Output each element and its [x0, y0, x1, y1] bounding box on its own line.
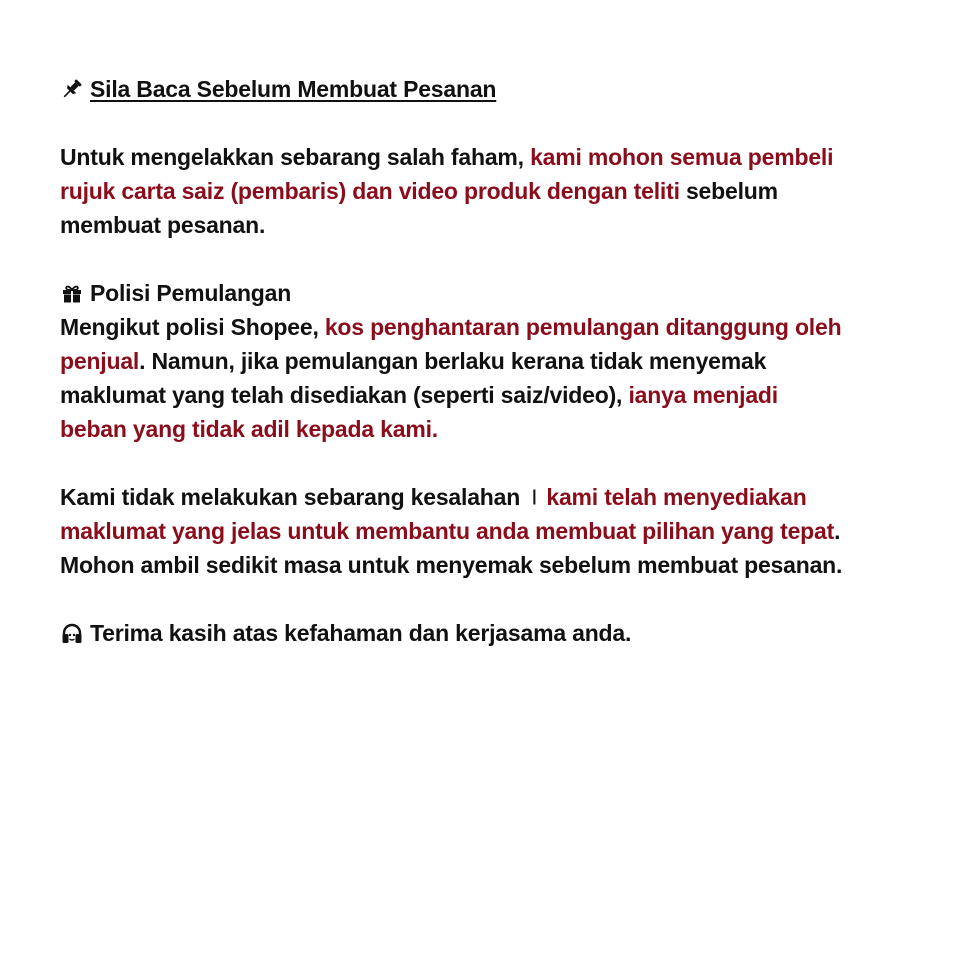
para3-text: Mohon ambil sedikit masa untuk menyemak sebelum membuat pesanan.	[60, 552, 843, 578]
closing-line	[60, 616, 940, 650]
spacer	[60, 446, 940, 480]
headphones-icon	[60, 621, 84, 645]
para3-highlight: maklumat yang jelas untuk membantu anda membuat pilihan yang tepat	[60, 518, 835, 544]
spacer	[60, 242, 940, 276]
returns-line-4	[60, 412, 940, 446]
returns-highlight: kos penghantaran pemulangan ditanggung oleh	[324, 314, 842, 340]
spacer	[60, 106, 940, 140]
returns-title	[60, 276, 940, 310]
para1-text: membuat pesanan.	[60, 212, 266, 238]
para3-line-3	[60, 548, 940, 582]
returns-highlight: penjual	[60, 348, 140, 374]
pushpin-icon	[60, 77, 84, 101]
returns-text: maklumat yang telah disediakan (seperti saiz/video),	[60, 382, 629, 408]
para1-highlight: rujuk carta saiz (pembaris) dan video produk dengan teliti	[60, 178, 680, 204]
para1-line-1	[60, 140, 940, 174]
para1-text: Untuk mengelakkan sebarang salah faham,	[60, 144, 531, 170]
separator-bar: |	[532, 488, 537, 505]
para1-line-2	[60, 174, 940, 208]
para3-line-1	[60, 480, 940, 514]
gift-icon	[60, 281, 84, 305]
returns-highlight: beban yang tidak adil kepada kami.	[60, 416, 438, 442]
para3-line-2	[60, 514, 940, 548]
para3-highlight: kami telah menyediakan	[546, 484, 807, 510]
returns-line-1	[60, 310, 940, 344]
notice-document	[60, 72, 940, 650]
notice-heading	[60, 72, 940, 106]
para1-text: sebelum	[679, 178, 778, 204]
returns-title-text: Polisi Pemulangan	[90, 280, 292, 306]
returns-text: . Namun, jika pemulangan berlaku kerana tidak menyemak	[139, 348, 767, 374]
returns-highlight: ianya menjadi	[628, 382, 778, 408]
spacer	[60, 582, 940, 616]
closing-text: Terima kasih atas kefahaman dan kerjasama anda.	[90, 620, 632, 646]
heading-text: Sila Baca Sebelum Membuat Pesanan	[90, 76, 497, 102]
para1-line-3	[60, 208, 940, 242]
returns-text: Mengikut polisi Shopee,	[60, 314, 325, 340]
returns-line-3	[60, 378, 940, 412]
returns-line-2	[60, 344, 940, 378]
para3-text: .	[834, 518, 841, 544]
para3-text: Kami tidak melakukan sebarang kesalahan	[60, 484, 521, 510]
para1-highlight: kami mohon semua pembeli	[530, 144, 834, 170]
